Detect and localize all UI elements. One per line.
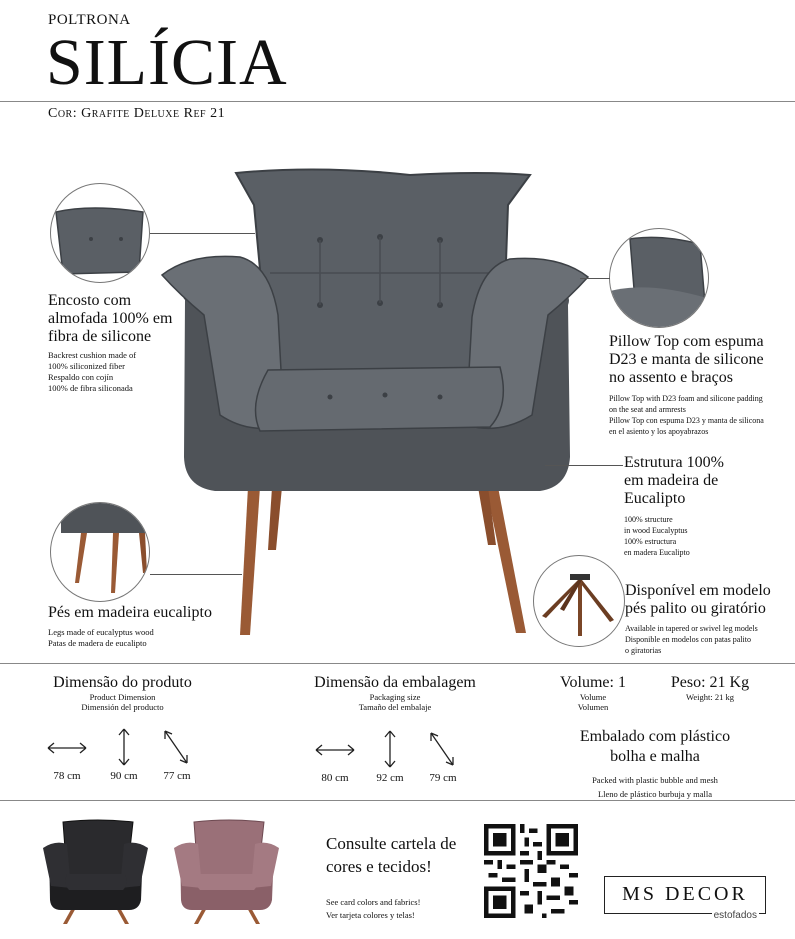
brand-logo-subtext: estofados [713,910,757,921]
feature-models-subtext: Available in tapered or swivel leg models Disponible en modelos con patas palito o giratorias [625,624,758,655]
feature-legs [48,604,228,649]
volume-subtext: Volume Volumen [577,692,609,712]
feature-pillow-subtext: Pillow Top with D23 foam and silicone padding on the seat and armrests Pillow Top con espuma D23 y manta de silicona en el asiento y los apoyabrazos [609,394,764,436]
feature-structure-subtext: 100% structure in wood Eucalyptus 100% estructura en madera Eucalipto [624,515,690,557]
feature-backrest [48,292,188,394]
height-arrow-icon [102,727,146,767]
chair-variant-black-image [43,818,148,926]
color-reference: Cor: Grafite Deluxe Ref 21 [48,106,226,121]
width-arrow-icon [45,730,89,770]
packaging-dimension-block [305,674,485,712]
pillow-leader-line [580,278,610,279]
backrest-leader-line [150,233,255,234]
backrest-detail-image [51,184,150,283]
packing-title: Embalado com plástico bolha e malha [579,728,731,765]
swivel-detail-circle [533,555,625,647]
feature-pillow [609,333,795,437]
structure-leader-line [545,465,623,466]
dimensions-divider-top [0,663,795,664]
pillow-detail-image [610,229,709,328]
packaging-depth-arrow-icon [421,729,465,769]
packing-block [555,727,755,801]
feature-models [625,582,795,656]
chair-main-image [160,165,590,640]
chair-leg-front-right [486,487,526,633]
backrest-detail-circle [50,183,150,283]
feature-legs-title: Pés em madeira eucalipto [48,604,212,621]
packing-subtext: Packed with plastic bubble and mesh Lleno de plástico burbuja y malla [592,775,718,799]
feature-backrest-subtext: Backrest cushion made of 100% siliconized fiber Respaldo con cojín 100% de fibra siliconada [48,350,137,393]
product-depth-value: 77 cm [163,770,191,782]
legs-detail-image [51,503,150,602]
volume-title: Volume: 1 [560,674,626,691]
swivel-detail-image [534,556,625,647]
packaging-height-value: 92 cm [376,772,404,784]
packaging-width-value: 80 cm [321,772,349,784]
volume-block [548,674,638,712]
packaging-height-arrow-icon [368,729,412,769]
depth-arrow-icon [155,727,199,767]
weight-title: Peso: 21 Kg [670,674,750,691]
dimensions-divider-bottom [0,800,795,801]
feature-structure-title: Estrutura 100% em madeira de Eucalipto [624,454,724,507]
chair-leg-front-left [240,487,260,635]
product-dimension-title: Dimensão do produto [53,674,192,691]
brand-logo [604,876,766,921]
packaging-depth-value: 79 cm [429,772,457,784]
weight-block [660,674,760,702]
feature-models-title: Disponível em modelo pés palito ou giratório [625,582,771,617]
feature-structure [624,454,794,558]
legs-leader-line [150,574,242,575]
product-width-value: 78 cm [53,770,81,782]
feature-legs-subtext: Legs made of eucalyptus wood Patas de madera de eucalipto [48,627,154,648]
product-dimension-block [40,674,205,712]
brand-logo-text: MS DECOR [622,883,748,905]
consult-subtext: See card colors and fabrics! Ver tarjeta colores y telas! [326,897,421,920]
feature-backrest-title: Encosto com almofada 100% em fibra de silicone [48,292,173,345]
header-divider [0,101,795,102]
consult-title: Consulte cartela de cores e tecidos! [326,834,457,876]
chair-variant-rose-image [174,818,279,926]
product-type: POLTRONA [48,12,131,28]
packaging-dimension-title: Dimensão da embalagem [314,674,476,691]
legs-detail-circle [50,502,150,602]
product-height-value: 90 cm [110,770,138,782]
feature-pillow-title: Pillow Top com espuma D23 e manta de silicone no assento e braços [609,333,764,386]
qr-code[interactable] [484,824,578,918]
packaging-dimension-subtext: Packaging size Tamaño del embalaje [358,692,432,712]
consult-block [326,832,486,922]
packaging-width-arrow-icon [313,732,357,772]
pillow-detail-circle [609,228,709,328]
weight-subtext: Weight: 21 kg [686,692,734,702]
product-dimension-subtext: Product Dimension Dimensión del producto [81,692,164,712]
product-title: SILÍCIA [46,26,288,99]
